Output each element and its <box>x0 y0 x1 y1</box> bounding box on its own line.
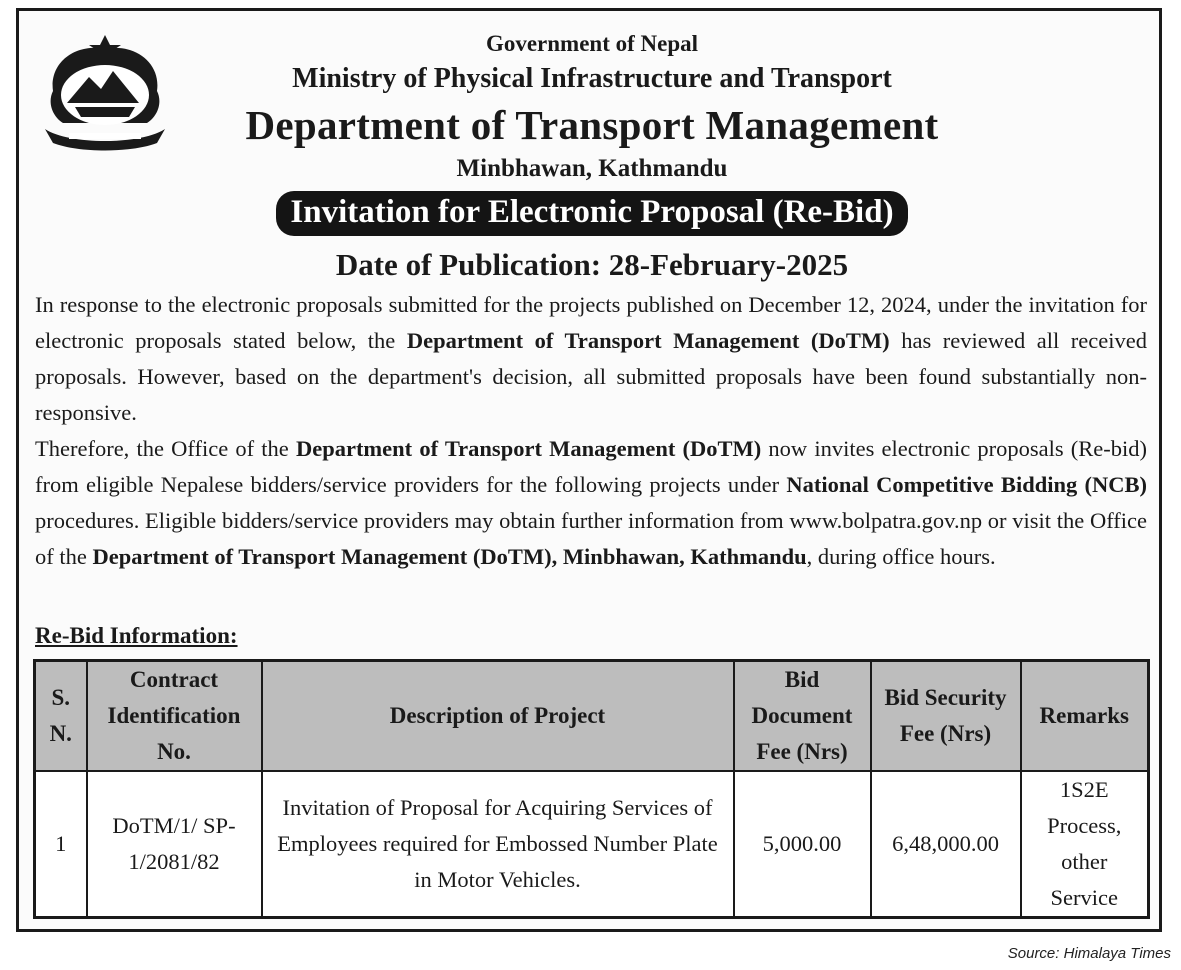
paragraph-text: procedures. Eligible bidders/service providers may obtain further information from www.bolpatra.gov.np or visit the Office of the <box>35 508 1147 569</box>
paragraph-text: , during office hours. <box>806 544 996 569</box>
paragraph-text: has reviewed all received proposals. However, based on the department's decision, all submitted proposals have been found substantially non-responsive. <box>35 328 1148 425</box>
paragraph-text: now invites electronic proposals (Re-bid) from eligible Nepalese bidders/service providers for the following projects under <box>35 436 1148 497</box>
cell-remarks: 1S2E Process, other Service <box>1021 771 1149 918</box>
table-row <box>35 771 1149 918</box>
notice-title-wrapper <box>19 191 1165 236</box>
paragraph-text: Therefore, the Office of the <box>35 436 296 461</box>
cell-contract-id: DoTM/1/ SP-1/2081/82 <box>87 771 262 918</box>
column-header-sn: S. N. <box>35 661 87 772</box>
cell-security-fee: 6,48,000.00 <box>871 771 1021 918</box>
rebid-table <box>33 659 1150 919</box>
column-header-security-fee: Bid Security Fee (Nrs) <box>871 661 1021 772</box>
department-location: Minbhawan, Kathmandu <box>456 155 728 182</box>
column-header-description: Description of Project <box>262 661 734 772</box>
rebid-info-label: Re-Bid Information: <box>35 623 238 648</box>
cell-description: Invitation of Proposal for Acquiring Services of Employees required for Embossed Number Plate in Motor Vehicles. <box>262 771 734 918</box>
paragraph-bold-text: Department of Transport Management (DoTM), Minbhawan, Kathmandu <box>92 544 807 569</box>
publication-date: Date of Publication: 28-February-2025 <box>335 247 849 282</box>
paragraph-bold-text: Department of Transport Management (DoTM) <box>406 328 890 353</box>
paragraph-text: In response to the electronic proposals submitted for the projects published on December 12, 2024, under the invitation for electronic proposals stated below, the <box>35 292 1147 353</box>
notice-frame <box>16 8 1162 932</box>
paragraph-invitation <box>35 431 1147 575</box>
column-header-doc-fee: Bid Document Fee (Nrs) <box>734 661 871 772</box>
source-credit: Source: Himalaya Times <box>1007 945 1171 962</box>
paragraph-bold-text: Department of Transport Management (DoTM) <box>295 436 762 461</box>
column-header-remarks: Remarks <box>1021 661 1149 772</box>
cell-doc-fee: 5,000.00 <box>734 771 871 918</box>
ministry-name: Ministry of Physical Infrastructure and Transport <box>292 63 892 94</box>
table-header-row <box>35 661 1149 772</box>
paragraph-review <box>35 287 1147 431</box>
department-name: Department of Transport Management <box>245 102 939 148</box>
column-header-contract: Contract Identification No. <box>87 661 262 772</box>
notice-title: Invitation for Electronic Proposal (Re-Bid) <box>276 191 907 236</box>
government-name: Government of Nepal <box>485 31 699 56</box>
paragraph-bold-text: National Competitive Bidding (NCB) <box>786 472 1148 497</box>
cell-sn: 1 <box>35 771 87 918</box>
